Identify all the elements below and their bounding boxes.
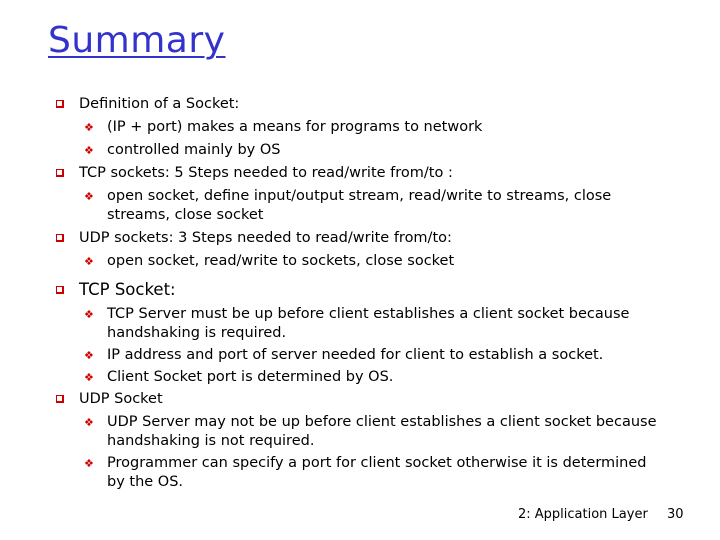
diamond-bullet-icon: ❖ xyxy=(84,121,94,134)
sub-bullet-item xyxy=(52,368,662,387)
square-bullet-icon xyxy=(56,395,64,403)
bullet-item xyxy=(52,95,662,114)
bullet-item xyxy=(52,279,662,301)
bullet-list xyxy=(52,95,662,495)
bullet-text: UDP Socket xyxy=(79,391,163,407)
square-bullet-icon xyxy=(56,100,64,108)
diamond-bullet-icon: ❖ xyxy=(84,349,94,362)
square-bullet-icon xyxy=(56,286,64,294)
sub-bullet-item xyxy=(52,141,662,160)
bullet-text: TCP sockets: 5 Steps needed to read/write from/to : xyxy=(79,165,453,181)
diamond-bullet-icon: ❖ xyxy=(84,308,94,321)
footer-label: 2: Application Layer xyxy=(518,507,648,522)
diamond-bullet-icon: ❖ xyxy=(84,371,94,384)
diamond-bullet-icon: ❖ xyxy=(84,416,94,429)
bullet-item xyxy=(52,164,662,183)
sub-bullet-item xyxy=(52,346,662,365)
sub-bullet-item xyxy=(52,305,662,343)
sub-bullet-text: open socket, define input/output stream, read/write to streams, close streams, close socket xyxy=(107,188,612,223)
diamond-bullet-icon: ❖ xyxy=(84,255,94,268)
sub-bullet-text: TCP Server must be up before client establishes a client socket because handshaking is required. xyxy=(107,306,630,341)
sub-bullet-text: (IP + port) makes a means for programs to network xyxy=(107,119,483,135)
sub-bullet-item xyxy=(52,118,662,137)
square-bullet-icon xyxy=(56,169,64,177)
page-number: 30 xyxy=(667,507,684,522)
bullet-text: Definition of a Socket: xyxy=(79,96,240,112)
bullet-text: TCP Socket: xyxy=(79,280,176,299)
bullet-item xyxy=(52,390,662,409)
slide-title: Summary xyxy=(48,20,226,61)
sub-bullet-text: controlled mainly by OS xyxy=(107,142,281,158)
sub-bullet-text: UDP Server may not be up before client establishes a client socket because handshaking is not required. xyxy=(107,414,657,449)
sub-bullet-text: Programmer can specify a port for client socket otherwise it is determined by the OS. xyxy=(107,455,647,490)
sub-bullet-text: Client Socket port is determined by OS. xyxy=(107,369,394,385)
sub-bullet-item xyxy=(52,413,662,451)
sub-bullet-item xyxy=(52,252,662,271)
diamond-bullet-icon: ❖ xyxy=(84,457,94,470)
sub-bullet-item xyxy=(52,187,662,225)
diamond-bullet-icon: ❖ xyxy=(84,144,94,157)
sub-bullet-text: open socket, read/write to sockets, close socket xyxy=(107,253,455,269)
sub-bullet-item xyxy=(52,454,662,492)
square-bullet-icon xyxy=(56,234,64,242)
bullet-item xyxy=(52,229,662,248)
diamond-bullet-icon: ❖ xyxy=(84,190,94,203)
bullet-text: UDP sockets: 3 Steps needed to read/write from/to: xyxy=(79,230,452,246)
sub-bullet-text: IP address and port of server needed for client to establish a socket. xyxy=(107,347,604,363)
